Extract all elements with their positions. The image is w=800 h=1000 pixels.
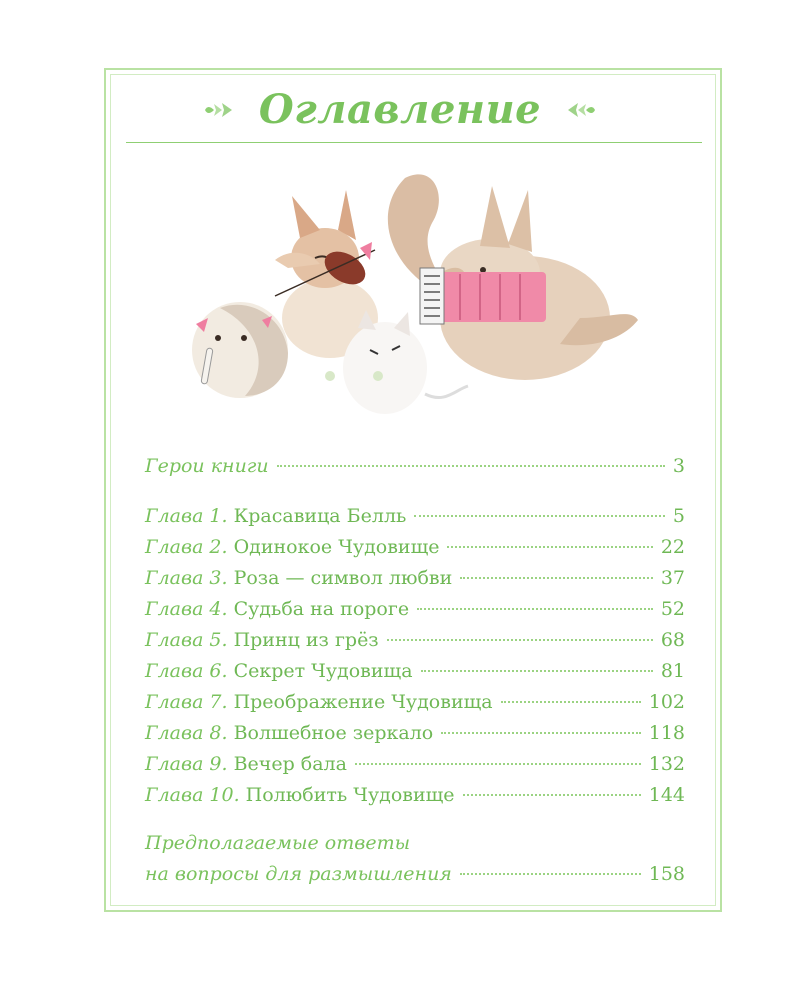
- chapter-label: Глава 2.: [145, 536, 228, 558]
- dot-leader: [447, 546, 652, 548]
- chapter-title: Вечер бала: [233, 753, 347, 775]
- animal-band-illustration: [180, 168, 640, 430]
- dot-leader: [501, 701, 641, 703]
- chapter-label: Глава 4.: [145, 598, 228, 620]
- toc-entry-label: на вопросы для размышления: [145, 863, 452, 885]
- toc-page-number: 144: [648, 784, 685, 806]
- toc-page-number: 132: [648, 753, 685, 775]
- toc-page-number: 22: [660, 536, 685, 558]
- toc-entry-chapter[interactable]: [145, 532, 685, 562]
- toc-entry-chapter[interactable]: [145, 501, 685, 531]
- dot-leader: [441, 732, 640, 734]
- toc-entry-label: Герои книги: [145, 455, 269, 477]
- toc-entry-answers-line1[interactable]: [145, 828, 685, 858]
- toc-entry-chapter[interactable]: [145, 749, 685, 779]
- toc-page-number: 118: [648, 722, 685, 744]
- dot-leader: [277, 465, 665, 467]
- dot-leader: [460, 873, 641, 875]
- title-divider: [126, 142, 702, 143]
- toc-page-number: 52: [660, 598, 685, 620]
- chapter-label: Глава 8.: [145, 722, 228, 744]
- chapter-label: Глава 7.: [145, 691, 228, 713]
- dot-leader: [463, 794, 641, 796]
- toc-entry-chapter[interactable]: [145, 656, 685, 686]
- dot-leader: [417, 608, 653, 610]
- toc-entry-chapter[interactable]: [145, 625, 685, 655]
- page-title-block: [0, 82, 800, 138]
- chapter-title: Красавица Белль: [233, 505, 407, 527]
- toc-page-number: 81: [660, 660, 685, 682]
- chapter-title: Секрет Чудовища: [233, 660, 413, 682]
- chapter-title: Преображение Чудовища: [233, 691, 493, 713]
- dot-leader: [414, 515, 665, 517]
- chapter-label: Глава 10.: [145, 784, 240, 806]
- toc-entry-chapter[interactable]: [145, 563, 685, 593]
- chapter-label: Глава 6.: [145, 660, 228, 682]
- page-title: Оглавление: [258, 86, 542, 133]
- dot-leader: [355, 763, 641, 765]
- dot-leader: [387, 639, 653, 641]
- toc-entry-chapter[interactable]: [145, 594, 685, 624]
- toc-page-number: 102: [648, 691, 685, 713]
- chapter-title: Одинокое Чудовище: [233, 536, 440, 558]
- toc-page-number: 158: [648, 863, 685, 885]
- dot-leader: [460, 577, 653, 579]
- toc-page-number: 5: [672, 505, 685, 527]
- toc-entry-chapter[interactable]: [145, 780, 685, 810]
- chapter-label: Глава 5.: [145, 629, 228, 651]
- toc-page-number: 68: [660, 629, 685, 651]
- dot-leader: [421, 670, 653, 672]
- toc-entry-heroes[interactable]: [145, 451, 685, 481]
- chapter-label: Глава 3.: [145, 567, 228, 589]
- toc-entry-chapter[interactable]: [145, 718, 685, 748]
- chapter-label: Глава 9.: [145, 753, 228, 775]
- chapter-title: Волшебное зеркало: [233, 722, 434, 744]
- toc-page-number: 37: [660, 567, 685, 589]
- chapter-title: Принц из грёз: [233, 629, 379, 651]
- chapter-title: Роза — символ любви: [233, 567, 453, 589]
- chapter-title: Судьба на пороге: [233, 598, 410, 620]
- toc-entry-chapter[interactable]: [145, 687, 685, 717]
- toc-page-number: 3: [672, 455, 685, 477]
- chapter-label: Глава 1.: [145, 505, 228, 527]
- toc-entry-answers-line2[interactable]: [145, 859, 685, 889]
- toc-entry-label: Предполагаемые ответы: [145, 832, 411, 854]
- leaf-ornament-icon: [564, 95, 598, 125]
- chapter-title: Полюбить Чудовище: [245, 784, 455, 806]
- leaf-ornament-icon: [202, 95, 236, 125]
